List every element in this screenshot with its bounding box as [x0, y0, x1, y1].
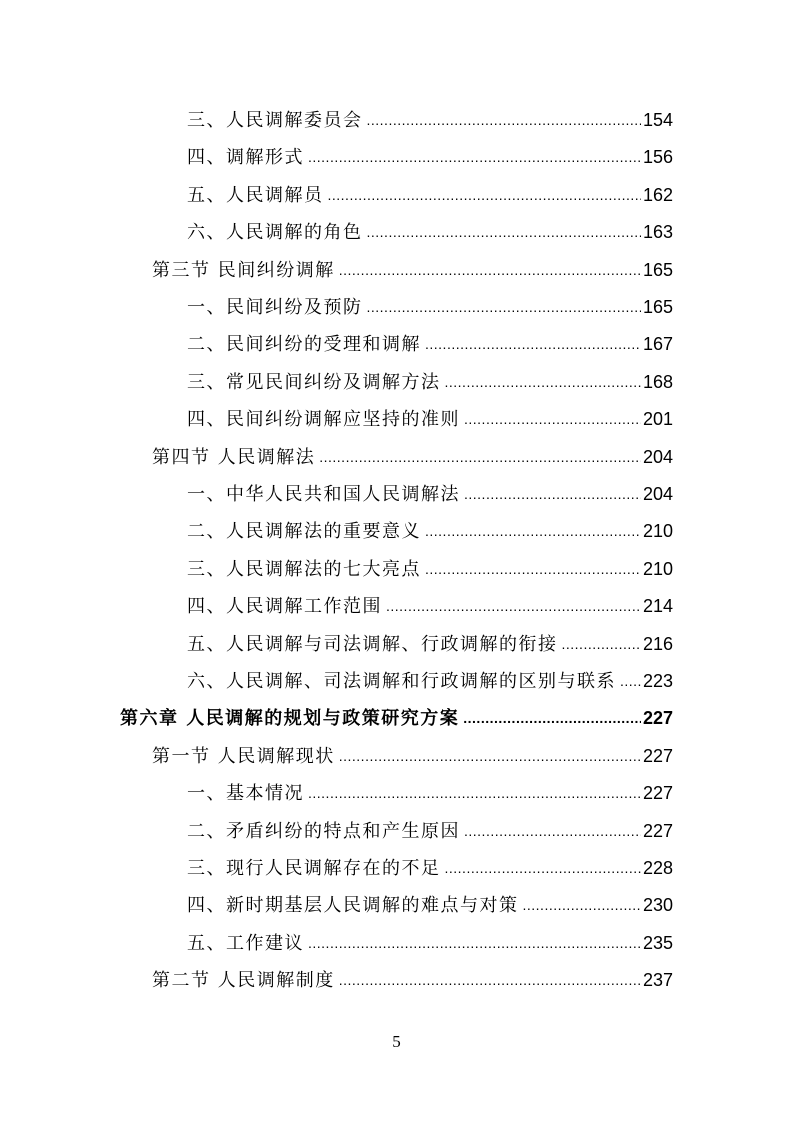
toc-dot-leader — [339, 738, 641, 775]
toc-entry-title: 第四节 人民调解法 — [152, 446, 316, 468]
toc-dot-leader — [620, 663, 641, 700]
toc-dot-leader — [328, 177, 641, 214]
toc-entry-title: 五、工作建议 — [187, 932, 304, 954]
toc-dot-leader — [445, 364, 641, 401]
toc-entry-title: 三、人民调解法的七大亮点 — [187, 558, 421, 580]
toc-entry[interactable] — [120, 700, 673, 737]
toc-dot-leader — [464, 813, 641, 850]
toc-entry-title: 五、人民调解员 — [187, 184, 324, 206]
toc-entry-title: 四、新时期基层人民调解的难点与对策 — [187, 895, 519, 917]
toc-entry-page: 201 — [642, 409, 673, 430]
toc-entry-page: 214 — [642, 596, 673, 617]
toc-entry-title: 六、人民调解的角色 — [187, 222, 363, 244]
toc-entry-page: 228 — [642, 858, 673, 878]
page-number: 5 — [392, 1032, 401, 1051]
toc-entry[interactable] — [187, 925, 673, 962]
toc-entry[interactable] — [187, 214, 673, 251]
toc-entry-title: 四、民间纠纷调解应坚持的准则 — [187, 409, 460, 431]
toc-entry-page: 235 — [642, 932, 673, 953]
toc-entry-page: 227 — [642, 745, 673, 766]
toc-entry[interactable] — [152, 738, 673, 775]
toc-entry-page: 156 — [642, 147, 673, 168]
toc-entry-page: 227 — [642, 820, 673, 841]
toc-dot-leader — [464, 476, 641, 513]
toc-dot-leader — [386, 588, 641, 625]
toc-entry[interactable] — [187, 326, 673, 363]
toc-entry-title: 第六章 人民调解的规划与政策研究方案 — [120, 708, 460, 730]
toc-entry[interactable] — [187, 850, 673, 887]
toc-dot-leader — [425, 551, 641, 588]
toc-entry-title: 四、调解形式 — [187, 147, 304, 169]
toc-entry-title: 六、人民调解、司法调解和行政调解的区别与联系 — [187, 671, 616, 692]
toc-entry[interactable] — [152, 962, 673, 999]
toc-entry[interactable] — [187, 401, 673, 438]
toc-entry[interactable] — [187, 813, 673, 850]
toc-entry-page: 154 — [642, 110, 673, 130]
toc-entry-page: 204 — [642, 484, 673, 504]
toc-dot-leader — [445, 850, 641, 887]
toc-entry-page: 237 — [642, 970, 673, 991]
toc-entry-page: 162 — [642, 184, 673, 205]
toc-entry-page: 223 — [642, 671, 673, 691]
toc-entry[interactable] — [187, 775, 673, 812]
toc-entry[interactable] — [187, 663, 673, 700]
toc-entry[interactable] — [187, 364, 673, 401]
toc-entry[interactable] — [187, 887, 673, 924]
toc-entry-title: 一、基本情况 — [187, 783, 304, 805]
toc-dot-leader — [319, 439, 641, 476]
toc-entry-title: 三、人民调解委员会 — [187, 110, 363, 131]
toc-entry[interactable] — [187, 177, 673, 214]
toc-dot-leader — [425, 326, 641, 363]
toc-entry-title: 四、人民调解工作范围 — [187, 596, 382, 618]
toc-entry-page: 210 — [642, 558, 673, 579]
toc-entry-title: 二、矛盾纠纷的特点和产生原因 — [187, 820, 460, 842]
toc-entry-title: 第一节 人民调解现状 — [152, 745, 335, 767]
toc-dot-leader — [339, 962, 641, 999]
toc-entry-page: 204 — [642, 446, 673, 467]
toc-entry-page: 210 — [642, 521, 673, 542]
toc-dot-leader — [367, 289, 641, 326]
toc-entry-page: 230 — [642, 895, 673, 916]
toc-entry-title: 五、人民调解与司法调解、行政调解的衔接 — [187, 633, 558, 655]
toc-entry-page: 227 — [642, 783, 673, 804]
toc-entry-page: 165 — [642, 259, 673, 280]
toc-entry-title: 一、中华人民共和国人民调解法 — [187, 484, 460, 505]
toc-dot-leader — [308, 775, 641, 812]
toc-entry-title: 三、现行人民调解存在的不足 — [187, 858, 441, 879]
toc-entry[interactable] — [187, 289, 673, 326]
toc-dot-leader — [463, 700, 641, 737]
toc-entry-page: 227 — [642, 708, 673, 729]
toc-entry-page: 216 — [642, 633, 673, 654]
toc-entry-title: 二、民间纠纷的受理和调解 — [187, 334, 421, 356]
toc-dot-leader — [367, 102, 641, 139]
toc-entry[interactable] — [187, 139, 673, 176]
toc-dot-leader — [339, 252, 641, 289]
toc-entry-page: 163 — [642, 222, 673, 243]
toc-entry[interactable] — [187, 626, 673, 663]
toc-entry[interactable] — [187, 588, 673, 625]
toc-entry-title: 第二节 人民调解制度 — [152, 970, 335, 992]
toc-dot-leader — [562, 626, 641, 663]
toc-dot-leader — [464, 401, 641, 438]
toc-entry-title: 第三节 民间纠纷调解 — [152, 259, 335, 281]
toc-dot-leader — [308, 925, 641, 962]
toc-entry-page: 167 — [642, 334, 673, 355]
toc-entry[interactable] — [187, 102, 673, 139]
toc-dot-leader — [308, 139, 641, 176]
toc-entry-page: 165 — [642, 297, 673, 317]
toc-entry[interactable] — [187, 513, 673, 550]
toc-entry-page: 168 — [642, 371, 673, 392]
toc-entry-title: 三、常见民间纠纷及调解方法 — [187, 371, 441, 393]
toc-dot-leader — [523, 887, 641, 924]
toc-entry[interactable] — [152, 252, 673, 289]
toc-entry-title: 一、民间纠纷及预防 — [187, 297, 363, 318]
toc-entry[interactable] — [187, 476, 673, 513]
toc-entry[interactable] — [152, 439, 673, 476]
toc-entry[interactable] — [187, 551, 673, 588]
toc-entry-title: 二、人民调解法的重要意义 — [187, 521, 421, 543]
toc-dot-leader — [367, 214, 641, 251]
toc-dot-leader — [425, 513, 641, 550]
